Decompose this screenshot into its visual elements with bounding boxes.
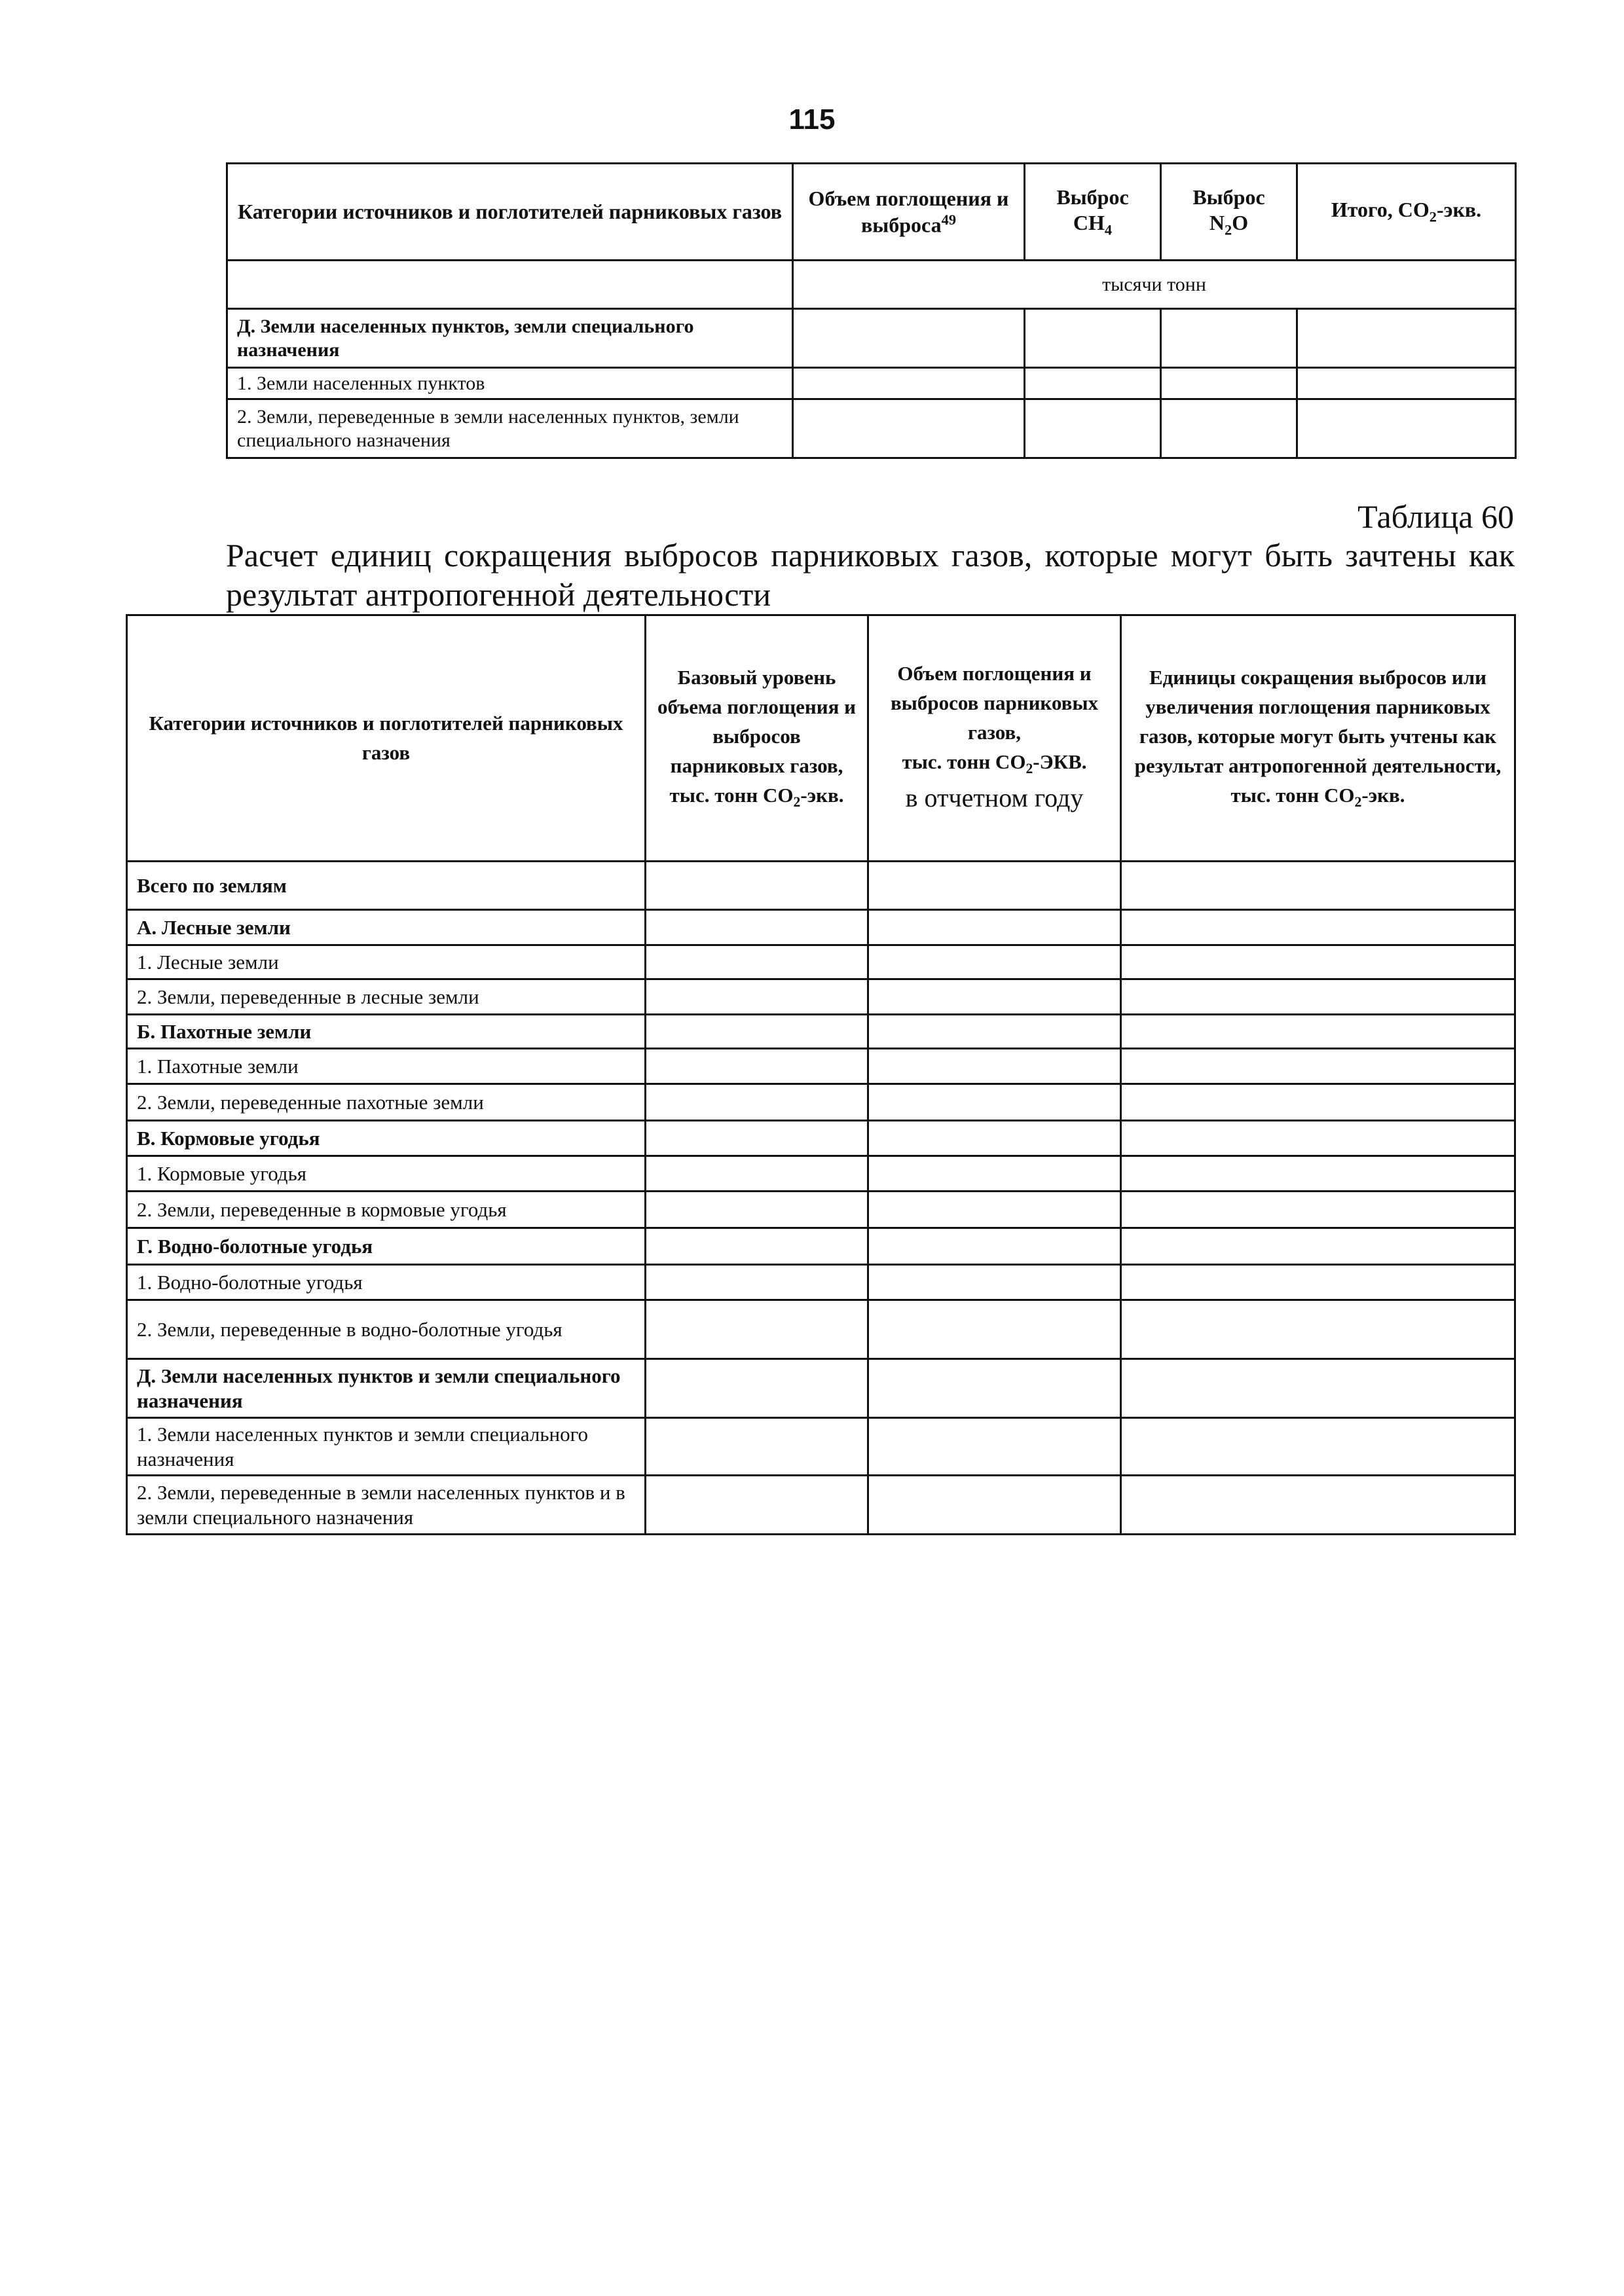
row-label: 2. Земли, переведенные в земли населенных пунктов, земли специального назначения xyxy=(227,399,793,458)
table-row xyxy=(127,1300,1515,1359)
data-cell xyxy=(1121,1476,1515,1535)
data-cell xyxy=(1121,1049,1515,1084)
row-label: 2. Земли, переведенные в лесные земли xyxy=(127,979,646,1015)
data-cell xyxy=(646,1476,868,1535)
data-cell xyxy=(1121,1265,1515,1300)
table-row xyxy=(127,945,1515,979)
data-cell xyxy=(1121,1156,1515,1192)
data-cell xyxy=(646,1049,868,1084)
data-cell xyxy=(1297,309,1516,368)
row-label: Б. Пахотные земли xyxy=(127,1015,646,1049)
row-label: 1. Пахотные земли xyxy=(127,1049,646,1084)
data-cell xyxy=(1161,399,1297,458)
table-row xyxy=(127,1476,1515,1535)
table-row xyxy=(127,1121,1515,1156)
data-cell xyxy=(646,1228,868,1265)
data-cell xyxy=(868,1476,1121,1535)
data-cell xyxy=(868,1015,1121,1049)
data-cell xyxy=(868,1228,1121,1265)
table-row xyxy=(227,399,1516,458)
row-label: В. Кормовые угодья xyxy=(127,1121,646,1156)
data-cell xyxy=(868,1156,1121,1192)
data-cell xyxy=(1297,399,1516,458)
data-cell xyxy=(1121,910,1515,945)
row-label: 1. Лесные земли xyxy=(127,945,646,979)
data-cell xyxy=(868,1418,1121,1476)
units-row xyxy=(227,261,1516,309)
data-cell xyxy=(793,309,1025,368)
data-cell xyxy=(868,945,1121,979)
row-label: Г. Водно-болотные угодья xyxy=(127,1228,646,1265)
table-row xyxy=(227,309,1516,368)
data-cell xyxy=(1121,1418,1515,1476)
row-label: 2. Земли, переведенные пахотные земли xyxy=(127,1084,646,1121)
data-cell xyxy=(868,979,1121,1015)
header-base-level: Базовый уровень объема поглощения и выбросов парниковых газов, тыс. тонн $CO_2$-экв. xyxy=(646,615,868,862)
table-row xyxy=(127,1015,1515,1049)
header-category: Категории источников и поглотителей парниковых газов xyxy=(127,615,646,862)
units-label: тысячи тонн xyxy=(793,261,1516,309)
row-label: Д. Земли населенных пунктов, земли специального назначения xyxy=(227,309,793,368)
row-label: 1. Земли населенных пунктов и земли специального назначения xyxy=(127,1418,646,1476)
table-label: Таблица 60 xyxy=(1357,498,1514,535)
data-cell xyxy=(646,1300,868,1359)
data-cell xyxy=(793,399,1025,458)
header-n2o: Выброс $N_2O$ xyxy=(1161,164,1297,261)
table-row xyxy=(127,1359,1515,1418)
data-cell xyxy=(868,1049,1121,1084)
data-cell xyxy=(1121,1192,1515,1228)
row-label: 2. Земли, переведенные в земли населенных пунктов и в земли специального назначения xyxy=(127,1476,646,1535)
units-empty-cell xyxy=(227,261,793,309)
row-label: 2. Земли, переведенные в кормовые угодья xyxy=(127,1192,646,1228)
data-cell xyxy=(868,1300,1121,1359)
table-row xyxy=(127,1192,1515,1228)
data-cell xyxy=(1025,309,1161,368)
data-cell xyxy=(646,945,868,979)
row-label: 1. Земли населенных пунктов xyxy=(227,368,793,399)
data-cell xyxy=(868,1359,1121,1418)
data-cell xyxy=(646,1015,868,1049)
data-cell xyxy=(868,910,1121,945)
data-cell xyxy=(1121,1121,1515,1156)
data-cell xyxy=(646,1192,868,1228)
data-cell xyxy=(1121,862,1515,910)
header-reduction-units: Единицы сокращения выбросов или увеличения поглощения парниковых газов, которые могут быть учтены как результат антропогенной деятельности, тыс. тонн $CO_2$-экв. xyxy=(1121,615,1515,862)
data-cell xyxy=(1121,1359,1515,1418)
reduction-units-table xyxy=(126,614,1516,1535)
data-cell xyxy=(868,862,1121,910)
header-volume: Объем поглощения и выброса$^{49}$ xyxy=(793,164,1025,261)
data-cell xyxy=(646,862,868,910)
data-cell xyxy=(646,1418,868,1476)
data-cell xyxy=(1025,368,1161,399)
data-cell xyxy=(868,1192,1121,1228)
table-row xyxy=(127,1228,1515,1265)
row-label: 1. Кормовые угодья xyxy=(127,1156,646,1192)
row-label: А. Лесные земли xyxy=(127,910,646,945)
data-cell xyxy=(1121,1300,1515,1359)
data-cell xyxy=(1121,945,1515,979)
table-header-row xyxy=(127,615,1515,862)
data-cell xyxy=(1161,309,1297,368)
data-cell xyxy=(793,368,1025,399)
table-row xyxy=(127,862,1515,910)
data-cell xyxy=(868,1265,1121,1300)
data-cell xyxy=(868,1121,1121,1156)
data-cell xyxy=(646,1265,868,1300)
data-cell xyxy=(1121,1228,1515,1265)
data-cell xyxy=(1025,399,1161,458)
header-total: Итого, $CO_2$-экв. xyxy=(1297,164,1516,261)
data-cell xyxy=(1161,368,1297,399)
table-header-row xyxy=(227,164,1516,261)
table-row xyxy=(127,1084,1515,1121)
data-cell xyxy=(646,1121,868,1156)
table-row xyxy=(227,368,1516,399)
data-cell xyxy=(1297,368,1516,399)
data-cell xyxy=(646,910,868,945)
table-title: Расчет единиц сокращения выбросов парниковых газов, которые могут быть зачтены как результат антропогенной деятельности xyxy=(226,537,1515,613)
page-number: 115 xyxy=(788,103,836,136)
row-label: Всего по землям xyxy=(127,862,646,910)
table-row xyxy=(127,910,1515,945)
data-cell xyxy=(1121,979,1515,1015)
emissions-table-continuation xyxy=(226,162,1517,459)
data-cell xyxy=(646,979,868,1015)
data-cell xyxy=(646,1156,868,1192)
table-row xyxy=(127,1418,1515,1476)
row-label: 2. Земли, переведенные в водно-болотные угодья xyxy=(127,1300,646,1359)
data-cell xyxy=(868,1084,1121,1121)
table-row xyxy=(127,1049,1515,1084)
data-cell xyxy=(646,1359,868,1418)
data-cell xyxy=(1121,1084,1515,1121)
table-row xyxy=(127,1265,1515,1300)
table-row xyxy=(127,1156,1515,1192)
row-label: Д. Земли населенных пунктов и земли специального назначения xyxy=(127,1359,646,1418)
table-row xyxy=(127,979,1515,1015)
header-category: Категории источников и поглотителей парниковых газов xyxy=(227,164,793,261)
header-ch4: Выброс $CH_4$ xyxy=(1025,164,1161,261)
row-label: 1. Водно-болотные угодья xyxy=(127,1265,646,1300)
data-cell xyxy=(646,1084,868,1121)
header-reporting-volume: Объем поглощения и выбросов парниковых газов, тыс. тонн $CO_2$-ЭКВ. в отчетном году xyxy=(868,615,1121,862)
data-cell xyxy=(1121,1015,1515,1049)
